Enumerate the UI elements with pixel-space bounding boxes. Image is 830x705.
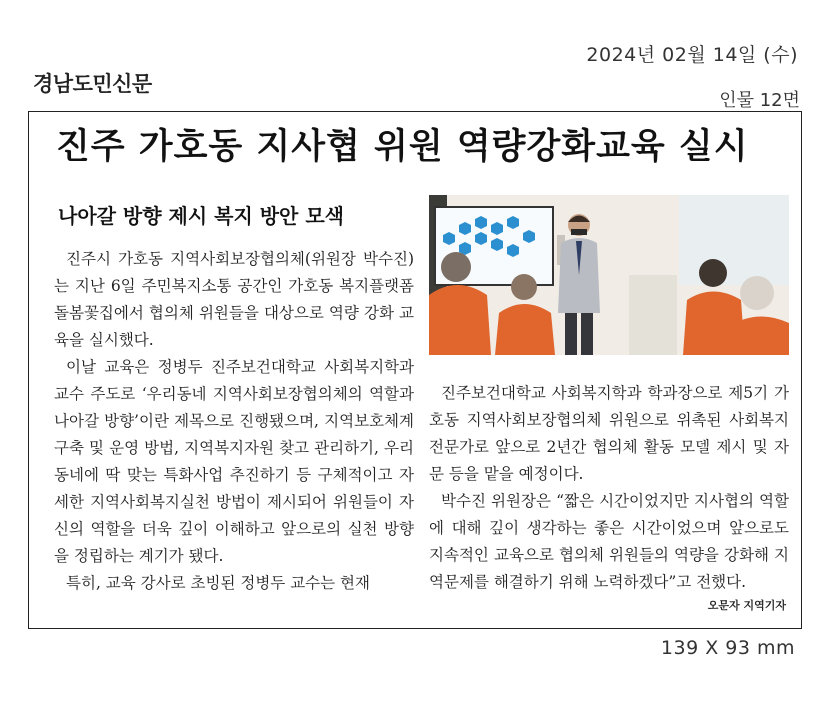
publication-date: 2024년 02월 14일 (수) (586, 44, 798, 66)
article-column-left (54, 246, 414, 597)
article-headline: 진주 가호동 지사협 위원 역량강화교육 실시 (56, 127, 749, 167)
article-column-right (429, 380, 789, 596)
newspaper-logo: 경남도민신문 (33, 72, 152, 96)
left-paragraph-2: 이날 교육은 정병두 진주보건대학교 사회복지학과 교수 주도로 ‘우리동네 지역사회보장협의체의 역할과 나아갈 방향’이란 제목으로 진행됐으며, 지역보호체계 구축 및 운영 방법, 지역복지자원 찾고 관리하기, 우리동네에 딱 맞는 특화사업 추진하기 등 구체적이고 자세한 지역사회복지실천 방법이 제시되어 위원들이 자신의 역할을 더욱 깊이 이해하고 앞으로의 실천 방향을 정립하는 계기가 됐다. (54, 358, 414, 565)
section-label: 인물 12면 (719, 90, 800, 111)
article-subheadline: 나아갈 방향 제시 복지 방안 모색 (58, 204, 344, 228)
reporter-byline: 오문자 지역기자 (707, 599, 786, 612)
article-photo (429, 195, 789, 355)
right-paragraph-1: 진주보건대학교 사회복지학과 학과장으로 제5기 가호동 지역사회보장협의체 위원으로 위촉된 사회복지전문가로 앞으로 2년간 협의체 활동 모델 제시 및 자문 등을 맡을 예정이다. (429, 384, 789, 483)
training-session-photo (429, 195, 789, 355)
right-paragraph-2: 박수진 위원장은 “짧은 시간이었지만 지사협의 역할에 대해 깊이 생각하는 좋은 시간이었으며 앞으로도 지속적인 교육으로 협의체 위원들의 역량을 강화해 지역문제를 해결하기 위해 노력하겠다”고 전했다. (429, 492, 789, 591)
left-paragraph-3: 특히, 교육 강사로 초빙된 정병두 교수는 현재 (66, 574, 371, 592)
left-paragraph-1: 진주시 가호동 지역사회보장협의체(위원장 박수진)는 지난 6일 주민복지소통 공간인 가호동 복지플랫폼 돌봄꽃집에서 협의체 위원들을 대상으로 역량 강화 교육을 실시했다. (54, 250, 414, 349)
clipping-size: 139 X 93 mm (660, 637, 795, 659)
